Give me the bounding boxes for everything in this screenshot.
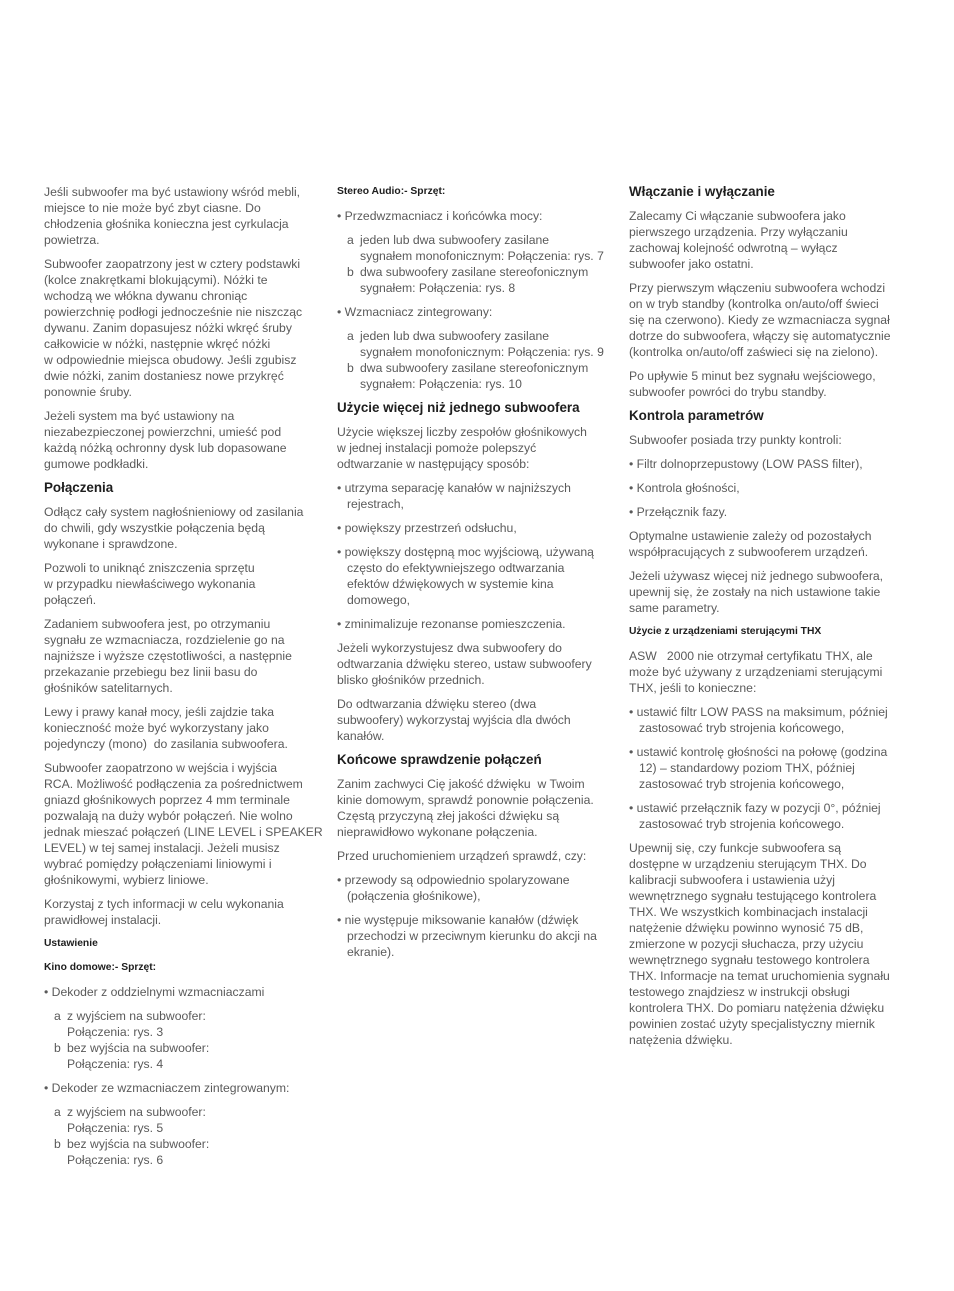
text-line: jednak mieszać połączeń (LINE LEVEL i SPEAKER bbox=[44, 825, 323, 839]
list-marker: a bbox=[54, 1009, 61, 1023]
paragraph bbox=[337, 696, 619, 744]
text-line: upewnij się, że zostały na nich ustawione takie bbox=[629, 585, 881, 599]
text-line: ekranie). bbox=[347, 945, 395, 959]
paragraph bbox=[629, 432, 911, 448]
text-line: pozwalają na duży wybór połączeń. Nie wolno bbox=[44, 809, 293, 823]
text-line: (kontrolka on/auto/off zaświeci się na zielono). bbox=[629, 345, 879, 359]
text-line: prawidłowej instalacji. bbox=[44, 913, 162, 927]
text-line: • powiększy dostępną moc wyjściową, używaną bbox=[337, 545, 594, 559]
text-line: sygnałem: Połączenia: rys. 8 bbox=[360, 281, 516, 295]
text-line: kontrolera THX. Do pomiaru natężenia dźwięku bbox=[629, 1001, 885, 1015]
text-line: • ustawić przełącznik fazy w pozycji 0°, później bbox=[629, 801, 881, 815]
text-line: konieczność może być wykorzystany jako bbox=[44, 721, 269, 735]
text-line: • zminimalizuje rezonanse pomieszczenia. bbox=[337, 617, 566, 631]
text-line: natężenie dźwięku powinno wynosić 75 dB, bbox=[629, 921, 864, 935]
text-line: powietrza. bbox=[44, 233, 100, 247]
text-line: przechodzi w przeciwnym kierunku do akcji na bbox=[347, 929, 597, 943]
text-line: zastosować tryb strojenia końcowego, bbox=[639, 721, 845, 735]
text-line: wewnętrznego sygnału testowego kontrolera bbox=[629, 953, 870, 967]
text-line: każdą nóżką ochronny dysk lub dopasowane bbox=[44, 441, 287, 455]
section-heading: Końcowe sprawdzenie połączeń bbox=[337, 752, 542, 767]
text-line: Połączenia: rys. 3 bbox=[67, 1025, 164, 1039]
text-line: sygnałem: Połączenia: rys. 10 bbox=[360, 377, 522, 391]
text-line: dotrze do subwoofera, włączy się automatycznie bbox=[629, 329, 891, 343]
text-line: dywanu. Zanim dopasujesz nóżki wkręć śruby bbox=[44, 321, 292, 335]
text-line: miejsce to nie może być zbyt ciasne. Do bbox=[44, 201, 261, 215]
sub-list-item bbox=[337, 264, 619, 296]
paragraph bbox=[337, 424, 619, 472]
text-line: natężenia dźwięku. bbox=[629, 1033, 733, 1047]
text-line: w przypadku niewłaściwego wykonania bbox=[44, 577, 256, 591]
paragraph bbox=[44, 184, 326, 248]
text-line: najniższe i wyższe częstotliwości, a następnie bbox=[44, 649, 292, 663]
text-line: THX. We wszystkich kombinacjach instalacji bbox=[629, 905, 868, 919]
paragraph bbox=[337, 640, 619, 688]
text-line: dostępne w urządzeniu sterującym THX. Do bbox=[629, 857, 867, 871]
sub-list-item bbox=[337, 360, 619, 392]
text-line: Jeżeli wykorzystujesz dwa subwoofery do bbox=[337, 641, 562, 655]
sub-list-item bbox=[44, 1136, 326, 1168]
bullet-item bbox=[337, 480, 619, 512]
list-marker: a bbox=[347, 233, 354, 247]
text-line: Lewy i prawy kanał mocy, jeśli zajdzie taka bbox=[44, 705, 275, 719]
bullet-item bbox=[629, 800, 911, 832]
paragraph bbox=[44, 560, 326, 608]
sub-list-item bbox=[44, 1104, 326, 1136]
text-line: dwa subwoofery zasilane stereofonicznym bbox=[360, 361, 589, 375]
text-line: • Przełącznik fazy. bbox=[629, 505, 728, 519]
sub-list bbox=[44, 1008, 326, 1072]
bullet-item bbox=[629, 456, 911, 472]
paragraph bbox=[629, 208, 911, 272]
text-line: • Dekoder z oddzielnymi wzmacniaczami bbox=[44, 985, 265, 999]
text-line: Optymalne ustawienie zależy od pozostałych bbox=[629, 529, 872, 543]
paragraph bbox=[44, 616, 326, 696]
text-line: często do efektywniejszego odtwarzania bbox=[347, 561, 565, 575]
text-line: domowego, bbox=[347, 593, 411, 607]
bullet-item bbox=[337, 616, 619, 632]
text-line: 12) – standardowy poziom THX, później bbox=[639, 761, 855, 775]
text-line: Zalecamy Ci włączanie subwoofera jako bbox=[629, 209, 846, 223]
bullet-item bbox=[337, 208, 619, 224]
paragraph bbox=[629, 840, 911, 1048]
list-marker: b bbox=[347, 265, 354, 279]
text-line: zmierzone w pozycji słuchacza, przy użyciu bbox=[629, 937, 864, 951]
bullet-item bbox=[629, 744, 911, 792]
text-line: odtwarzanie w następujący sposób: bbox=[337, 457, 530, 471]
text-line: bez wyjścia na subwoofer: bbox=[67, 1137, 210, 1151]
paragraph bbox=[44, 896, 326, 928]
sub-list-item bbox=[337, 328, 619, 360]
sub-list bbox=[337, 328, 619, 392]
text-line: Pozwoli to uniknąć zniszczenia sprzętu bbox=[44, 561, 255, 575]
paragraph bbox=[44, 256, 326, 400]
text-line: może być używany z urządzeniami sterującymi bbox=[629, 665, 883, 679]
text-line: w odpowiednie miejsca obudowy. Jeśli zgubisz bbox=[44, 353, 297, 367]
bullet-item bbox=[629, 504, 911, 520]
text-line: Subwoofer zaopatrzony jest w cztery podstawki bbox=[44, 257, 301, 271]
paragraph bbox=[629, 528, 911, 560]
text-line: THX, jeśli to konieczne: bbox=[629, 681, 757, 695]
text-line: zastosować tryb strojenia końcowego. bbox=[639, 817, 845, 831]
sub-list bbox=[44, 1104, 326, 1168]
text-line: Częstą przyczyną złej jakości dźwięku są bbox=[337, 809, 560, 823]
text-line: dwa subwoofery zasilane stereofonicznym bbox=[360, 265, 589, 279]
subsection-heading: Użycie z urządzeniami sterującymi THX bbox=[629, 626, 822, 637]
bullet-item bbox=[44, 984, 326, 1000]
text-line: • Dekoder ze wzmacniaczem zintegrowanym: bbox=[44, 1081, 290, 1095]
text-line: subwoofer jako ostatni. bbox=[629, 257, 754, 271]
text-line: Połączenia: rys. 6 bbox=[67, 1153, 164, 1167]
text-line: subwoofery) wykorzystaj wyjścia dla dwóch bbox=[337, 713, 571, 727]
text-line: sygnałem monofonicznym: Połączenia: rys. 9 bbox=[360, 345, 604, 359]
paragraph bbox=[629, 280, 911, 360]
text-line: • utrzyma separację kanałów w najniższych bbox=[337, 481, 571, 495]
sub-list-item bbox=[44, 1040, 326, 1072]
list-marker: a bbox=[347, 329, 354, 343]
text-line: gniazd głośnikowych poprzez 4 mm terminale bbox=[44, 793, 290, 807]
text-line: Połączenia: rys. 4 bbox=[67, 1057, 164, 1071]
text-line: • przewody są odpowiednio spolaryzowane bbox=[337, 873, 570, 887]
text-line: jeden lub dwa subwoofery zasilane bbox=[360, 329, 550, 343]
text-line: przekazanie przebiegu bez linii basu do bbox=[44, 665, 258, 679]
paragraph bbox=[337, 776, 619, 840]
text-line: blisko głośników przednich. bbox=[337, 673, 485, 687]
text-line: • ustawić kontrolę głośności na połowę (godzina bbox=[629, 745, 888, 759]
text-line: zachowaj kolejność odwrotną – wyłącz bbox=[629, 241, 838, 255]
text-line: Do odtwarzania dźwięku stereo (dwa bbox=[337, 697, 537, 711]
list-marker: b bbox=[54, 1137, 61, 1151]
text-line: powinien zostać użyty specjalistyczny miernik bbox=[629, 1017, 875, 1031]
list-marker: b bbox=[347, 361, 354, 375]
text-line: głośnikowymi, wybierz liniowe. bbox=[44, 873, 209, 887]
text-line: pojedynczy (mono) do zasilania subwoofera. bbox=[44, 737, 288, 751]
text-line: się na czerwono). Kiedy ze wzmacniacza sygnał bbox=[629, 313, 890, 327]
text-line: Po upływie 5 minut bez sygnału wejściowego, bbox=[629, 369, 876, 383]
paragraph bbox=[44, 504, 326, 552]
text-line: • nie występuje miksowanie kanałów (dźwięk bbox=[337, 913, 579, 927]
paragraph bbox=[44, 760, 326, 888]
text-line: efektów dźwiękowych w systemie kina bbox=[347, 577, 554, 591]
text-line: całkowicie w nóżki, następnie wkręć nóżki bbox=[44, 337, 271, 351]
text-line: on w tryb standby (kontrolka on/auto/off świeci bbox=[629, 297, 879, 311]
text-line: LEVEL) w tej samej instalacji. Jeżeli musisz bbox=[44, 841, 280, 855]
bullet-item bbox=[337, 912, 619, 960]
text-line: kalibracji subwoofera i ustawienia użyj bbox=[629, 873, 835, 887]
text-line: jeden lub dwa subwoofery zasilane bbox=[360, 233, 550, 247]
text-line: Jeżeli używasz więcej niż jednego subwoofera, bbox=[629, 569, 884, 583]
bullet-item bbox=[337, 872, 619, 904]
text-line: z wyjściem na subwoofer: bbox=[67, 1009, 206, 1023]
subsection-heading: Kino domowe:- Sprzęt: bbox=[44, 962, 157, 973]
paragraph bbox=[629, 568, 911, 616]
text-line: kinie domowym, sprawdź ponownie połączenia. bbox=[337, 793, 594, 807]
text-line: z wyjściem na subwoofer: bbox=[67, 1105, 206, 1119]
list-marker: a bbox=[54, 1105, 61, 1119]
paragraph bbox=[629, 368, 911, 400]
text-line: Przy pierwszym włączeniu subwoofera wchodzi bbox=[629, 281, 886, 295]
sub-list-item bbox=[44, 1008, 326, 1040]
text-line: dwie nóżki, zanim dostaniesz nowe przykręć bbox=[44, 369, 284, 383]
text-line: subwoofer powróci do trybu standby. bbox=[629, 385, 827, 399]
bullet-item bbox=[629, 480, 911, 496]
text-line: w jednej instalacji pomoże polepszyć bbox=[337, 441, 537, 455]
text-line: Subwoofer zaopatrzono w wejścia i wyjścia bbox=[44, 761, 278, 775]
text-line: wybrać pomiędzy połączeniami liniowymi i bbox=[44, 857, 272, 871]
text-line: zastosować tryb strojenia końcowego, bbox=[639, 777, 845, 791]
text-line: Korzystaj z tych informacji w celu wykonania bbox=[44, 897, 284, 911]
text-line: ponownie śruby. bbox=[44, 385, 132, 399]
text-line: pierwszego urządzenia. Przy wyłączaniu bbox=[629, 225, 848, 239]
text-line: RCA. Możliwość podłączenia za pośrednictwem bbox=[44, 777, 303, 791]
sub-list bbox=[337, 232, 619, 296]
text-line: niezabezpieczonej powierzchni, umieść pod bbox=[44, 425, 282, 439]
text-line: Odłącz cały system nagłośnieniowy od zasilania bbox=[44, 505, 304, 519]
section-heading: Połączenia bbox=[44, 480, 114, 495]
paragraph bbox=[337, 848, 619, 864]
text-line: wykonane i sprawdzone. bbox=[44, 537, 178, 551]
text-line: głośników satelitarnych. bbox=[44, 681, 173, 695]
paragraph bbox=[629, 648, 911, 696]
text-line: Zanim zachwyci Cię jakość dźwięku w Twoim bbox=[337, 777, 585, 791]
text-line: sygnału ze wzmacniacza, rozdzielenie go na bbox=[44, 633, 285, 647]
bullet-item bbox=[44, 1080, 326, 1096]
section-heading: Użycie więcej niż jednego subwoofera bbox=[337, 400, 580, 415]
text-line: powierzchnię podłogi jednocześnie nie niszcząc bbox=[44, 305, 303, 319]
text-line: • Filtr dolnoprzepustowy (LOW PASS filter), bbox=[629, 457, 863, 471]
text-line: Subwoofer posiada trzy punkty kontroli: bbox=[629, 433, 842, 447]
text-line: rejestrach, bbox=[347, 497, 404, 511]
text-line: • powiększy przestrzeń odsłuchu, bbox=[337, 521, 517, 535]
text-line: bez wyjścia na subwoofer: bbox=[67, 1041, 210, 1055]
text-line: Jeśli subwoofer ma być ustawiony wśród mebli, bbox=[44, 185, 301, 199]
text-line: do chwili, gdy wszystkie połączenia będą bbox=[44, 521, 265, 535]
bullet-item bbox=[337, 520, 619, 536]
text-line: • Kontrola głośności, bbox=[629, 481, 740, 495]
subsection-heading: Ustawienie bbox=[44, 938, 98, 949]
section-heading: Włączanie i wyłączanie bbox=[629, 184, 775, 199]
text-line: Upewnij się, czy funkcje subwoofera są bbox=[629, 841, 842, 855]
subsection-heading: Stereo Audio:- Sprzęt: bbox=[337, 186, 446, 197]
text-line: • Wzmacniacz zintegrowany: bbox=[337, 305, 493, 319]
paragraph bbox=[44, 704, 326, 752]
text-line: kanałów. bbox=[337, 729, 385, 743]
text-line: chłodzenia głośnika konieczna jest cyrkulacja bbox=[44, 217, 289, 231]
text-line: wchodzą we włókna dywanu chroniąc bbox=[44, 289, 248, 303]
column-left bbox=[44, 184, 326, 1176]
text-line: nieprawidłowo wykonane połączenia. bbox=[337, 825, 538, 839]
text-line: ASW 2000 nie otrzymał certyfikatu THX, ale bbox=[629, 649, 873, 663]
text-line: (kolce znakrętkami blokującymi). Nóżki te bbox=[44, 273, 268, 287]
text-line: połączeń. bbox=[44, 593, 97, 607]
text-line: odtwarzania dźwięku stereo, ustaw subwoofery bbox=[337, 657, 592, 671]
text-line: Zadaniem subwoofera jest, po otrzymaniu bbox=[44, 617, 271, 631]
text-line: wewnętrznego sygnału testującego kontrolera bbox=[629, 889, 877, 903]
text-line: sygnałem monofonicznym: Połączenia: rys. 7 bbox=[360, 249, 604, 263]
bullet-item bbox=[337, 544, 619, 608]
sub-list-item bbox=[337, 232, 619, 264]
column-right bbox=[629, 184, 911, 1056]
text-line: (połączenia głośnikowe), bbox=[347, 889, 481, 903]
list-marker: b bbox=[54, 1041, 61, 1055]
text-line: • Przedwzmacniacz i końcówka mocy: bbox=[337, 209, 543, 223]
text-line: same parametry. bbox=[629, 601, 720, 615]
text-line: Jeżeli system ma być ustawiony na bbox=[44, 409, 235, 423]
text-line: gumowe podkładki. bbox=[44, 457, 149, 471]
text-line: Przed uruchomieniem urządzeń sprawdź, czy: bbox=[337, 849, 587, 863]
section-heading: Kontrola parametrów bbox=[629, 408, 764, 423]
text-line: Użycie większej liczby zespołów głośnikowych bbox=[337, 425, 587, 439]
bullet-item bbox=[629, 704, 911, 736]
column-middle bbox=[337, 184, 619, 968]
text-line: THX. Informacje na temat uruchomienia sygnału bbox=[629, 969, 890, 983]
text-line: • ustawić filtr LOW PASS na maksimum, później bbox=[629, 705, 888, 719]
paragraph bbox=[44, 408, 326, 472]
text-line: testowego znajdziesz w instrukcji obsługi bbox=[629, 985, 850, 999]
text-line: Połączenia: rys. 5 bbox=[67, 1121, 164, 1135]
bullet-item bbox=[337, 304, 619, 320]
text-line: współpracujących z subwooferem urządzeń. bbox=[629, 545, 869, 559]
